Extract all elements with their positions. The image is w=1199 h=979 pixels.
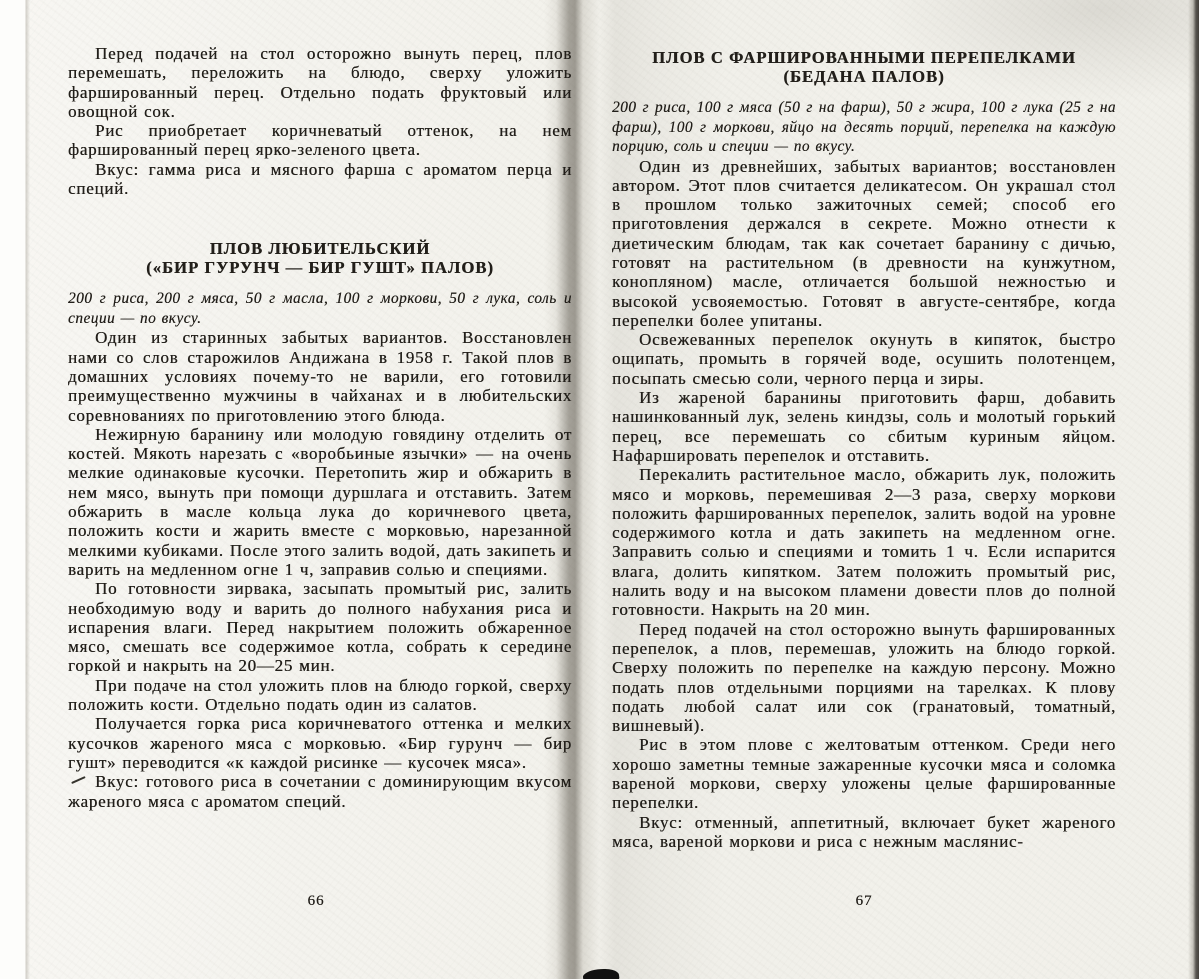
- paragraph: Рис в этом плове с желтоватым оттенком. Среди него хорошо заметны темные зажаренные кусочки мяса и соломка вареной моркови, сверху уложены целые фаршированные перепелки.: [612, 735, 1116, 813]
- paragraph: Перед подачей на стол осторожно вынуть перец, плов перемешать, переложить на блюдо, сверху уложить фаршированный перец. Отдельно подать фруктовый или овощной сок.: [68, 44, 572, 121]
- recipe-title-line2: («БИР ГУРУНЧ — БИР ГУШТ» ПАЛОВ): [146, 258, 494, 278]
- paragraph: Вкус: гамма риса и мясного фарша с ароматом перца и специй.: [68, 159, 572, 199]
- paragraph: Получается горка риса коричневатого оттенка и мелких кусочков жареного мяса с морковью. «Бир гурунч — бир гушт» переводится «к каждой рисинке — кусочек мяса».: [68, 714, 572, 772]
- recipe-title-line1: ПЛОВ ЛЮБИТЕЛЬСКИЙ: [209, 239, 431, 259]
- paragraph: Из жареной баранины приготовить фарш, добавить нашинкованный лук, зелень киндзы, соль и молотый горький перец, все перемешать со сбитым куриным яйцом. Нафаршировать перепелок и отставить.: [612, 388, 1116, 465]
- recipe-title-line1: ПЛОВ С ФАРШИРОВАННЫМИ ПЕРЕПЕЛКАМИ: [652, 48, 1076, 67]
- recipe-title-right: [612, 48, 1116, 86]
- page-right-text-column: [612, 48, 1116, 851]
- paragraph: Рис приобретает коричневатый оттенок, на нем фаршированный перец ярко-зеленого цвета.: [68, 121, 572, 160]
- paragraph: Нежирную баранину или молодую говядину отделить от костей. Мякоть нарезать с «воробьиные язычки» — на очень мелкие одинаковые кусочки. Перетопить жир и обжарить в нем мясо, вынуть при помощи дуршлага и отставить. Затем обжарить в масле кольца лука до коричневого цвета, положить кости и жарить вместе с морковью, нарезанной мелкими кубиками. После этого залить водой, дать закипеть и варить на медленном огне 1 ч, заправив солью и специями.: [68, 424, 572, 579]
- paragraph: Один из древнейших, забытых вариантов; восстановлен автором. Этот плов считается деликатесом. Он украшал стол в прошлом только зажиточных семей; способ его приготовления держался в секрете. Можно отнести к диетическим блюдам, так как сочетает баранину с дичью, готовят на растительном (в древности на кунжутном, конопляном) масле, отличается большой нежностью и высокой усвояемостью. Готовят в августе-сентябре, когда перепелки более упитаны.: [612, 156, 1116, 330]
- paragraph: [68, 772, 572, 811]
- page-number-left: 66: [307, 893, 325, 909]
- paragraph: Освежеванных перепелок окунуть в кипяток, быстро ощипать, промыть в горячей воде, осушить полотенцем, посыпать смесью соли, черного перца и зиры.: [612, 330, 1116, 388]
- page-number-right: 67: [855, 893, 873, 909]
- recipe-ingredients: 200 г риса, 100 г мяса (50 г на фарш), 50 г жира, 100 г лука (25 г на фарш), 100 г моркови, яйцо на десять порций, перепелка на каждую порцию, соль и специи — по вкусу.: [612, 99, 1116, 155]
- page-left-text-column: [68, 44, 572, 811]
- recipe-title-left: [68, 239, 572, 277]
- recipe-ingredients: 200 г риса, 200 г мяса, 50 г масла, 100 г моркови, 50 г лука, соль и специи — по вкусу.: [68, 290, 572, 327]
- ink-smudge-mark: [582, 967, 619, 979]
- paragraph: Один из старинных забытых вариантов. Восстановлен нами со слов старожилов Андижана в 1958 г. Такой плов в домашних условиях почему-то не варили, его готовили преимущественно мужчины в чайханах и в любительских соревнованиях по приготовлению этого блюда.: [68, 328, 572, 425]
- paragraph: Перед подачей на стол осторожно вынуть фаршированных перепелок, а плов, перемешав, уложить на блюдо горкой. Сверху положить по перепелке на каждую персону. Можно подать плов отдельными порциями на тарелках. К плову подать любой салат или сок (гранатовый, томатный, вишневый).: [612, 619, 1116, 736]
- handwritten-tick-mark: [71, 776, 86, 784]
- paragraph: По готовности зирвака, засыпать промытый рис, залить необходимую воду и варить до полного набухания риса и испарения влаги. Перед накрытием положить обжаренное мясо, смешать все содержимое котла, собрать к середине горкой и накрыть на 20—25 мин.: [68, 579, 572, 676]
- paragraph-text: Вкус: готового риса в сочетании с доминирующим вкусом жареного мяса с ароматом специй.: [68, 772, 572, 811]
- paragraph: Перекалить растительное масло, обжарить лук, положить мясо и морковь, перемешивая 2—3 раза, сверху моркови положить фаршированных перепелок, залить водой на уровне содержимого котла и дать закипеть на медленном огне. Заправить солью и специями и томить 1 ч. Если испарится влага, долить кипятком. Затем положить промытый рис, налить воду и на высоком пламени довести плов до полной готовности. Накрыть на 20 мин.: [612, 465, 1116, 620]
- recipe-title-line2: (БЕДАНА ПАЛОВ): [783, 67, 945, 86]
- paragraph: При подаче на стол уложить плов на блюдо горкой, сверху положить кости. Отдельно подать один из салатов.: [68, 675, 572, 715]
- paragraph: Вкус: отменный, аппетитный, включает букет жареного мяса, вареной моркови и риса с нежным маслянис-: [612, 812, 1116, 851]
